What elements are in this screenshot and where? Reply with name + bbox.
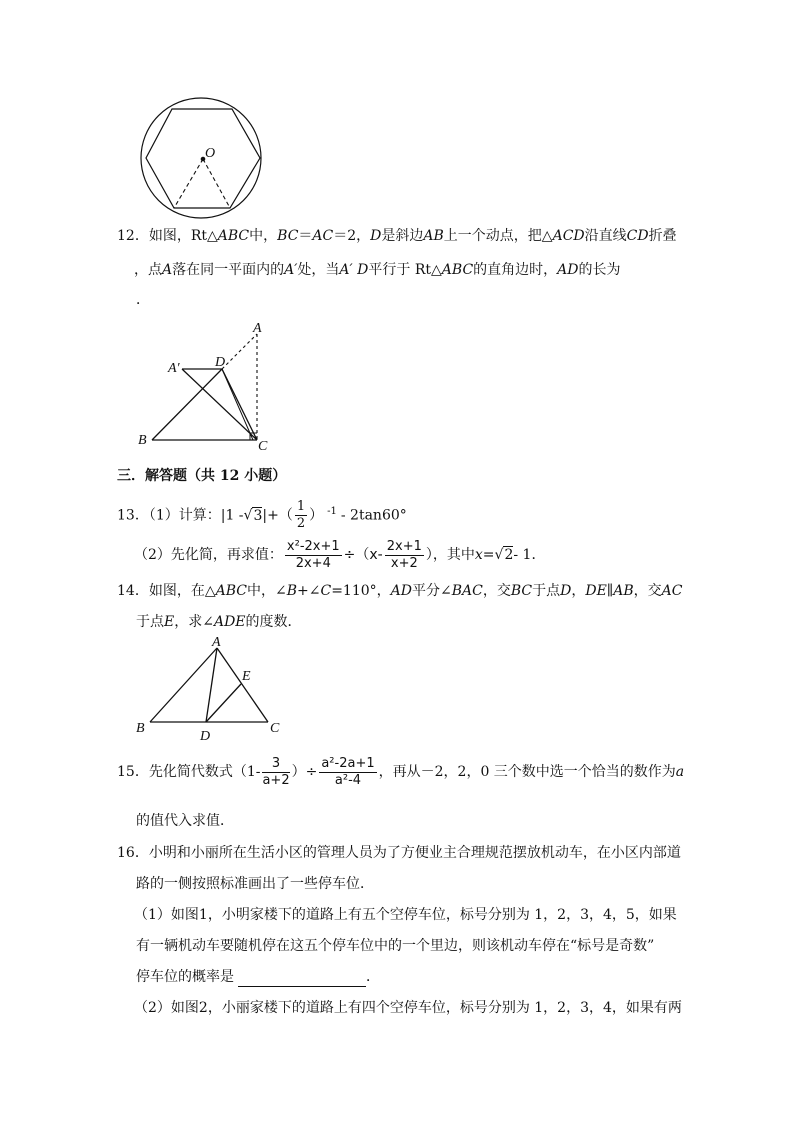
segment-bd [152,369,222,440]
q16-line-1: 16．小明和小丽所在生活小区的管理人员为了方便业主合理规范摆放机动车，在小区内部道 [117,845,681,861]
label-b: B [138,433,147,448]
q12-line-2: ，点A落在同一平面内的A′处，当A′ D平行于 Rt△ABC的直角边时，AD的长为 [134,262,621,278]
q13-part-1: 13．（1）计算：|1 -√3|+（ $\frac{1}{2}$ ） $^{-1}$ - 2tan60° [117,499,407,532]
radius-dashed-right [203,159,230,208]
center-label-o: O [205,146,216,161]
segment-a1c [182,369,257,440]
radius-dashed-left [174,159,203,208]
label-c: C [270,721,280,736]
segment-dc-outer [222,369,257,440]
fold-triangle-figure [130,318,290,456]
label-a: A [253,321,262,336]
q16-line-2: 路的一侧按照标准画出了一些停车位． [136,876,374,892]
answer-blank [238,972,366,987]
segment-dc-inner [222,369,253,440]
q12-line-1: 12．如图，Rt△ABC中，BC＝AC＝2，D是斜边AB上一个动点，把△ACD沿直线CD折叠 [117,228,677,244]
label-a: A [212,635,221,650]
label-d: D [215,355,226,370]
q13-part-2: （2）先化简，再求值： $\frac{\text{x²-2x+1}}{2x+4}$ ÷（x- $\frac{2x+1}{x+2}$ ），其中x=√2- 1． [134,538,546,571]
q15-line-2: 的值代入求值． [136,813,234,829]
q15-line-1: 15．先化简代数式（1- $\frac{3}{a+2}$ ）÷ $\frac{\text{a²-2a+1}}{\text{a²-4}}$ ，再从－2，2，0 三个数中选一个恰当的数作为a [117,755,685,788]
label-d: D [200,729,211,744]
q16-part-1-line-2: 有一辆机动车要随机停在这五个停车位中的一个里边，则该机动车停在“标号是奇数” [136,938,655,954]
q16-part-1-line-1: （1）如图1，小明家楼下的道路上有五个空停车位，标号分别为 1，2，3，4，5，如果 [134,907,677,923]
hexagon-circle-figure [130,92,290,222]
label-b: B [136,721,145,736]
q16-part-1-line-3: 停车位的概率是 ． [136,969,380,985]
triangle-ade-figure [130,634,290,746]
q12-line-3: ． [136,292,150,308]
segment-ab [150,648,217,722]
segment-da-dashed [222,334,257,369]
segment-ac [217,648,268,722]
label-c: C [258,439,268,454]
q16-part-2-line-1: （2）如图2，小丽家楼下的道路上有四个空停车位，标号分别为 1，2，3，4，如果有两 [134,1000,682,1016]
q14-line-1: 14．如图，在△ABC中，∠B+∠C=110°，AD平分∠BAC，交BC于点D，DE∥AB，交AC [117,583,683,599]
q14-line-2: 于点E，求∠ADE的度数． [136,614,302,630]
label-e: E [242,669,251,684]
section-3-heading: 三．解答题（共 12 小题） [117,468,287,484]
label-a-prime: A′ [168,361,180,376]
